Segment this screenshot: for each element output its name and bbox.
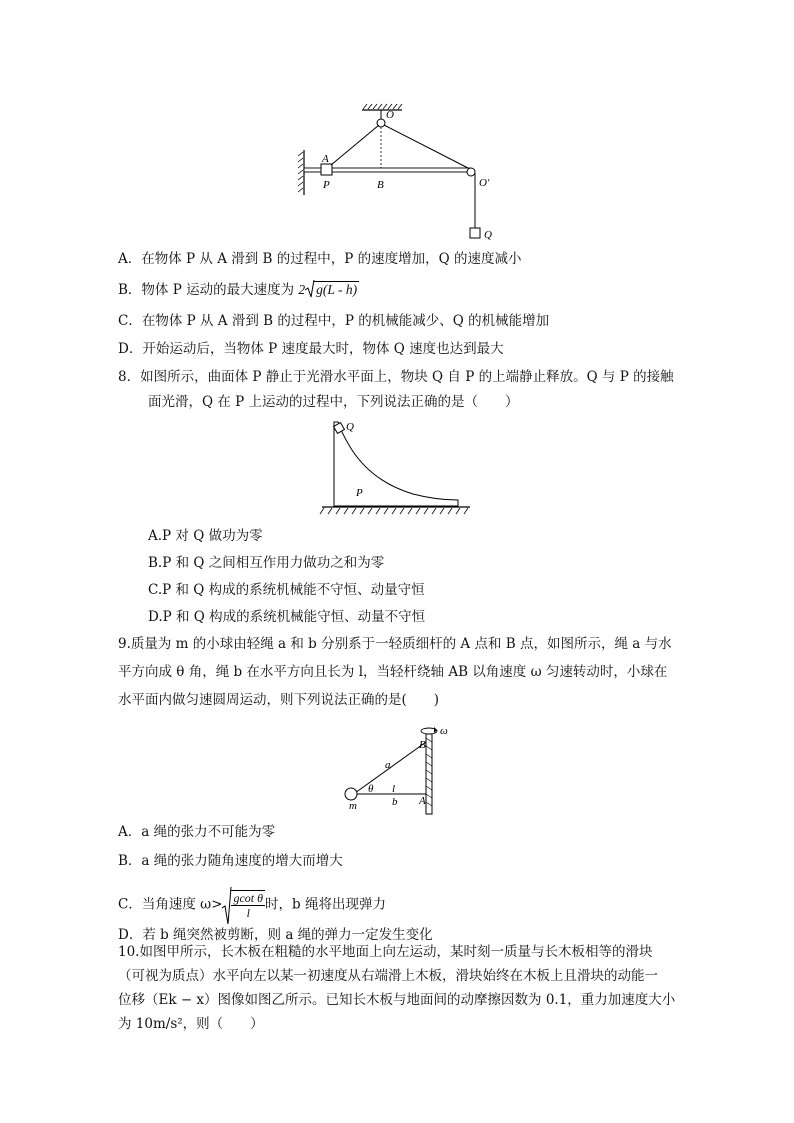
sqrt-symbol: [222, 886, 232, 926]
q8-stem-line-2: 面光滑，Q 在 P 上运动的过程中，下列说法正确的是（ ）: [148, 394, 519, 410]
q8-option-b: B.P 和 Q 之间相互作用力做功之和为零: [148, 555, 385, 571]
label-Q: Q: [484, 229, 492, 241]
q9-option-c: [118, 890, 386, 920]
q10-stem-line-2: （可视为质点）水平向左以某一初速度从右端滑上木板，滑块始终在木板上且滑块的动能一: [118, 968, 658, 984]
q9-option-c-denominator: l: [246, 906, 250, 920]
label-P: P: [356, 487, 363, 499]
label-B: B: [377, 179, 384, 191]
q9-stem-line-3: 水平面内做匀速圆周运动，则下列说法正确的是( ): [118, 692, 440, 708]
q10-stem-line-1: 10.如图甲所示，长木板在粗糙的水平地面上向左运动，某时刻一质量与长木板相等的滑块: [118, 944, 653, 960]
q9-option-c-pre: C．当角速度 ω>: [118, 896, 223, 913]
rotating-rod-diagram: [338, 722, 458, 822]
label-omega: ω: [440, 725, 448, 737]
curved-body-diagram: [318, 418, 478, 520]
label-O: O: [386, 109, 394, 121]
q7-option-c: C．在物体 P 从 A 滑到 B 的过程中，P 的机械能减少、Q 的机械能增加: [118, 313, 550, 329]
label-theta: θ: [368, 783, 374, 795]
label-m: m: [349, 800, 357, 812]
q8-option-d: D.P 和 Q 构成的系统机械能守恒、动量不守恒: [148, 609, 426, 625]
q7-option-b-radicand: g(L - h): [316, 282, 358, 297]
q9-option-c-numerator: gcot θ: [233, 891, 264, 905]
q7-option-b-text: B．物体 P 运动的最大速度为: [118, 282, 295, 298]
q9-stem-line-1: 9.质量为 m 的小球由轻绳 a 和 b 分别系于一轻质细杆的 A 点和 B 点，如图所示，绳 a 与水: [118, 636, 672, 652]
q9-option-a: A．a 绳的张力不可能为零: [118, 824, 276, 840]
pulley-diagram: [290, 100, 510, 245]
q9-option-d: D．若 b 绳突然被剪断，则 a 绳的弹力一定发生变化: [118, 927, 433, 943]
q7-option-b: [118, 281, 359, 299]
sqrt-symbol: [305, 279, 315, 299]
label-B: B: [419, 739, 426, 751]
q7-option-d: D．开始运动后，当物体 P 速度最大时，物体 Q 速度也达到最大: [118, 341, 504, 357]
q9-stem-line-2: 平方向成 θ 角，绳 b 在水平方向且长为 l，当轻杆绕轴 AB 以角速度 ω 匀速转动时，小球在: [118, 664, 668, 680]
q7-option-b-coef: 2: [298, 282, 306, 297]
label-l: l: [392, 783, 396, 795]
q7-option-a: A．在物体 P 从 A 滑到 B 的过程中，P 的速度增加，Q 的速度减小: [118, 251, 522, 267]
label-A: A: [322, 153, 329, 165]
q10-stem-line-4: 为 10m/s²，则（ ）: [118, 1016, 264, 1032]
q10-stem-line-3: 位移（Ek − x）图像如图乙所示。已知长木板与地面间的动摩擦因数为 0.1，重力加速度大小: [118, 992, 676, 1008]
q8-option-c: C.P 和 Q 构成的系统机械能不守恒、动量守恒: [148, 582, 425, 598]
label-a: a: [385, 759, 391, 771]
label-P: P: [323, 179, 330, 191]
label-b: b: [392, 796, 398, 808]
label-A: A: [419, 795, 426, 807]
q8-stem-line-1: 8．如图所示，曲面体 P 静止于光滑水平面上，物块 Q 自 P 的上端静止释放。Q 与 P 的接触: [118, 369, 674, 385]
label-Q: Q: [346, 421, 354, 433]
q9-option-b: B．a 绳的张力随角速度的增大而增大: [118, 853, 343, 869]
q9-option-c-post: 时，b 绳将出现弹力: [265, 896, 386, 913]
label-O-prime: O′: [479, 177, 490, 189]
q8-option-a: A.P 对 Q 做功为零: [148, 528, 263, 544]
